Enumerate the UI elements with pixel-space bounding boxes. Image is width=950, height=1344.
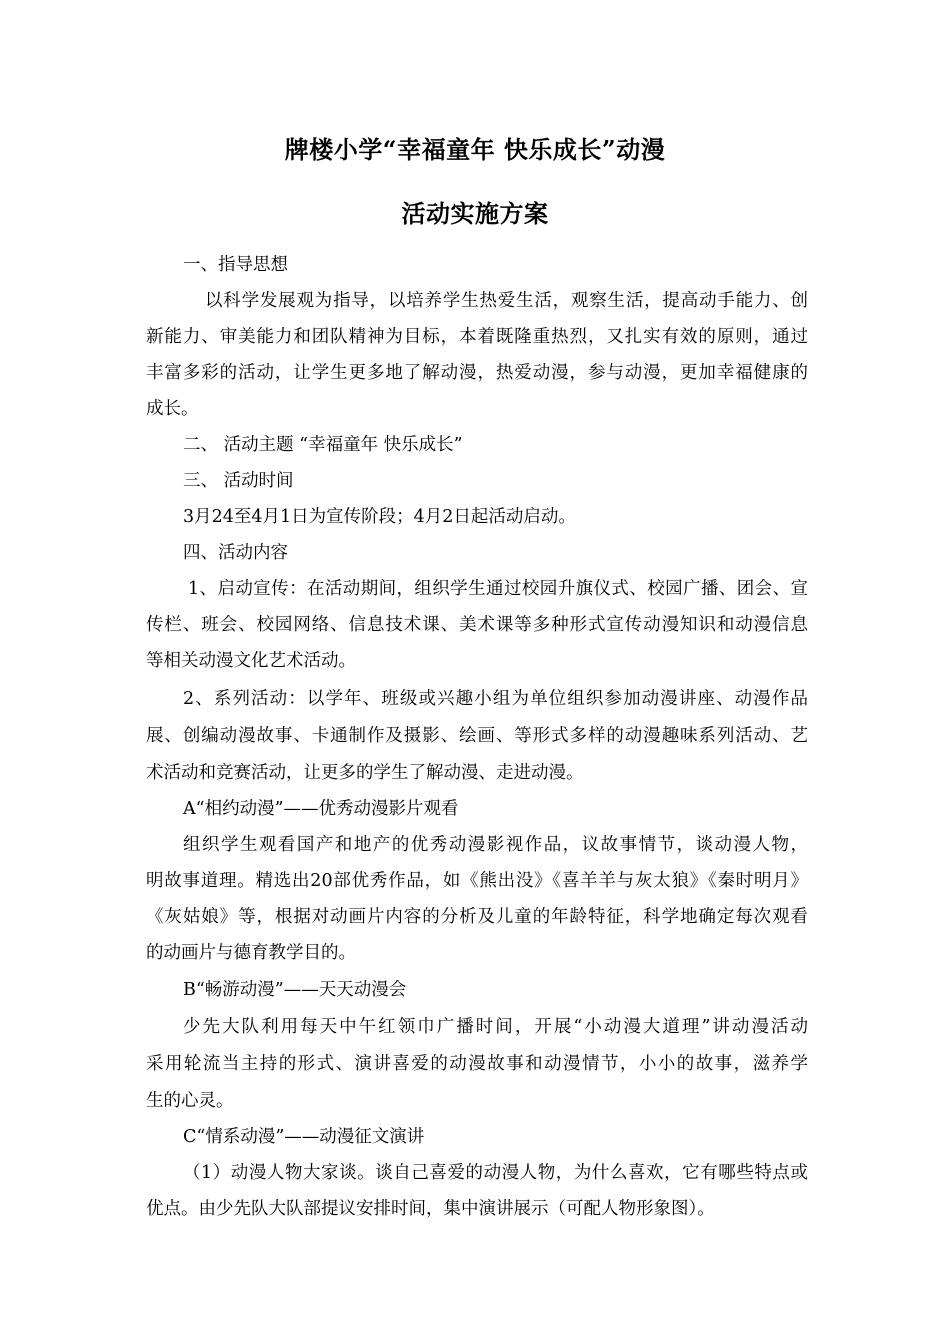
item-b-title: B“畅游动漫”——天天动漫会 — [183, 980, 407, 1000]
paragraph-line: 展、创编动漫故事、卡通制作及摄影、绘画、等形式多样的动漫趣味系列活动、艺 — [146, 726, 808, 746]
item-c-title: C“情系动漫”——动漫征文演讲 — [183, 1127, 425, 1147]
paragraph-line: 丰富多彩的活动，让学生更多地了解动漫，热爱动漫，参与动漫，更加幸福健康的 — [146, 363, 808, 383]
paragraph-line: 术活动和竞赛活动，让更多的学生了解动漫、走进动漫。 — [146, 763, 584, 783]
paragraph-line: 少先大队利用每天中午红领巾广播时间，开展“小动漫大道理”讲动漫活动 — [183, 1017, 808, 1037]
paragraph-line: 成长。 — [146, 399, 199, 419]
section-heading-theme: 二、 活动主题 “幸福童年 快乐成长” — [183, 435, 463, 455]
item-a-title: A“相约动漫”——优秀动漫影片观看 — [183, 799, 459, 819]
document-title: 牌楼小学“幸福童年 快乐成长”动漫 — [284, 135, 666, 164]
section-heading-content: 四、活动内容 — [183, 543, 288, 563]
paragraph-line: 《灰姑娘》等，根据对动画片内容的分析及儿童的年龄特征，科学地确定每次观看 — [146, 907, 808, 927]
activity-time-text: 3月24至4月1日为宣传阶段；4月2日起活动启动。 — [183, 507, 576, 527]
paragraph-line: 等相关动漫文化艺术活动。 — [146, 651, 356, 671]
paragraph-line: 以科学发展观为指导，以培养学生热爱生活，观察生活，提高动手能力、创 — [205, 291, 808, 311]
paragraph-line: 的动画片与德育教学目的。 — [146, 943, 356, 963]
paragraph-line: 1、启动宣传：在活动期间，组织学生通过校园升旗仪式、校园广播、团会、宣 — [188, 579, 808, 599]
paragraph-line: 明故事道理。精选出20部优秀作品，如《熊出没》《喜羊羊与灰太狼》《秦时明月》 — [146, 871, 808, 891]
paragraph-line: 采用轮流当主持的形式、演讲喜爱的动漫故事和动漫情节，小小的故事，滋养学 — [146, 1054, 808, 1074]
section-heading-time: 三、 活动时间 — [183, 471, 294, 491]
paragraph-line: 生的心灵。 — [146, 1091, 234, 1111]
paragraph-line: 新能力、审美能力和团队精神为目标，本着既隆重热烈，又扎实有效的原则，通过 — [146, 327, 808, 347]
paragraph-line: 传栏、班会、校园网络、信息技术课、美术课等多种形式宣传动漫知识和动漫信息 — [146, 615, 808, 635]
paragraph-line: 组织学生观看国产和地产的优秀动漫影视作品，议故事情节，谈动漫人物， — [183, 835, 808, 855]
paragraph-line: 2、系列活动：以学年、班级或兴趣小组为单位组织参加动漫讲座、动漫作品 — [183, 689, 808, 709]
paragraph-line: 优点。由少先队大队部提议安排时间，集中演讲展示（可配人物形象图）。 — [146, 1199, 715, 1219]
paragraph-line: （1）动漫人物大家谈。谈自己喜爱的动漫人物，为什么喜欢，它有哪些特点或 — [183, 1163, 808, 1183]
document-subtitle: 活动实施方案 — [401, 199, 549, 228]
section-heading-guiding-ideology: 一、指导思想 — [183, 255, 288, 275]
